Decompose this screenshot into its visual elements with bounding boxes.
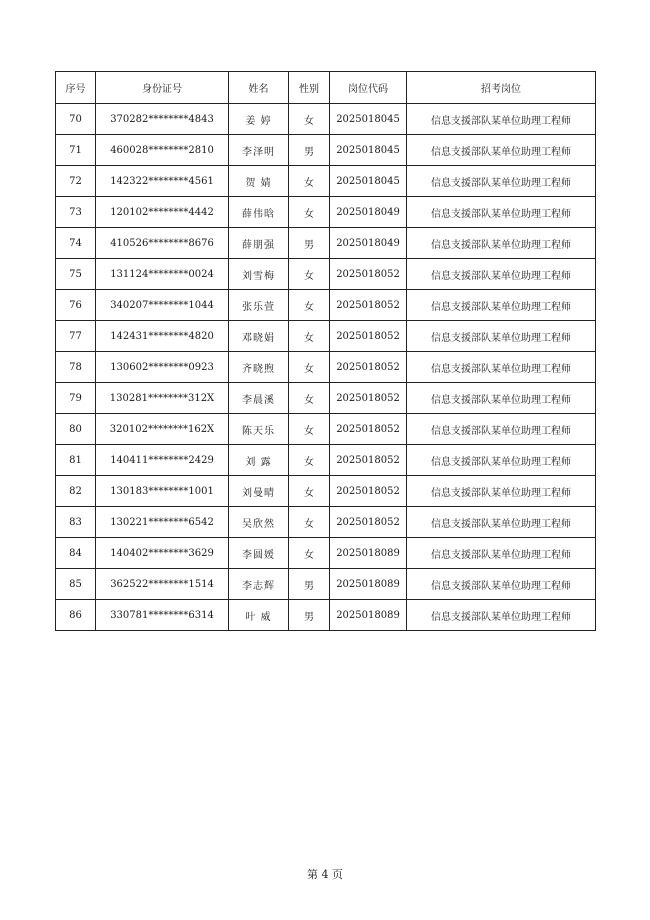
table-row [56, 104, 596, 135]
table-row [56, 352, 596, 383]
cell-post-title: 信息支援部队某单位助理工程师 [407, 228, 596, 259]
cell-gender: 女 [289, 259, 330, 290]
cell-name: 李泽明 [229, 135, 289, 166]
cell-gender: 女 [289, 507, 330, 538]
cell-serial-number: 81 [56, 445, 96, 476]
table-row [56, 228, 596, 259]
cell-name: 李圆媛 [229, 538, 289, 569]
cell-gender: 女 [289, 104, 330, 135]
cell-post-title: 信息支援部队某单位助理工程师 [407, 352, 596, 383]
table-row [56, 135, 596, 166]
cell-id-number: 131124********0024 [96, 259, 229, 290]
cell-gender: 女 [289, 445, 330, 476]
cell-post-code: 2025018045 [330, 135, 407, 166]
cell-post-code: 2025018052 [330, 321, 407, 352]
cell-id-number: 130221********6542 [96, 507, 229, 538]
cell-name: 李志辉 [229, 569, 289, 600]
cell-id-number: 340207********1044 [96, 290, 229, 321]
table-row [56, 383, 596, 414]
cell-post-title: 信息支援部队某单位助理工程师 [407, 166, 596, 197]
cell-serial-number: 79 [56, 383, 96, 414]
cell-post-code: 2025018052 [330, 507, 407, 538]
cell-gender: 女 [289, 197, 330, 228]
cell-serial-number: 75 [56, 259, 96, 290]
cell-gender: 女 [289, 414, 330, 445]
cell-post-title: 信息支援部队某单位助理工程师 [407, 569, 596, 600]
header-id-number: 身份证号 [96, 72, 229, 104]
cell-post-code: 2025018052 [330, 383, 407, 414]
cell-serial-number: 74 [56, 228, 96, 259]
cell-id-number: 410526********8676 [96, 228, 229, 259]
cell-id-number: 320102********162X [96, 414, 229, 445]
cell-name: 邓晓娟 [229, 321, 289, 352]
header-gender: 性别 [289, 72, 330, 104]
table-row [56, 569, 596, 600]
cell-post-title: 信息支援部队某单位助理工程师 [407, 290, 596, 321]
table-row [56, 321, 596, 352]
table-row [56, 476, 596, 507]
cell-post-code: 2025018049 [330, 197, 407, 228]
table-row [56, 445, 596, 476]
cell-id-number: 130602********0923 [96, 352, 229, 383]
cell-post-title: 信息支援部队某单位助理工程师 [407, 600, 596, 631]
table-header-row [56, 72, 596, 104]
header-post-code: 岗位代码 [330, 72, 407, 104]
cell-gender: 女 [289, 321, 330, 352]
cell-id-number: 142322********4561 [96, 166, 229, 197]
cell-post-title: 信息支援部队某单位助理工程师 [407, 414, 596, 445]
cell-id-number: 142431********4820 [96, 321, 229, 352]
cell-name: 刘 露 [229, 445, 289, 476]
cell-id-number: 130281********312X [96, 383, 229, 414]
cell-id-number: 130183********1001 [96, 476, 229, 507]
cell-name: 李晨溪 [229, 383, 289, 414]
cell-name: 齐晓煦 [229, 352, 289, 383]
cell-id-number: 140411********2429 [96, 445, 229, 476]
cell-gender: 男 [289, 228, 330, 259]
cell-post-code: 2025018052 [330, 290, 407, 321]
cell-post-code: 2025018052 [330, 445, 407, 476]
cell-post-code: 2025018049 [330, 228, 407, 259]
cell-name: 陈天乐 [229, 414, 289, 445]
table-row [56, 538, 596, 569]
cell-post-code: 2025018089 [330, 538, 407, 569]
cell-id-number: 120102********4442 [96, 197, 229, 228]
cell-post-title: 信息支援部队某单位助理工程师 [407, 538, 596, 569]
cell-name: 薛伟晗 [229, 197, 289, 228]
cell-id-number: 460028********2810 [96, 135, 229, 166]
cell-gender: 男 [289, 600, 330, 631]
table-row [56, 166, 596, 197]
table-row [56, 290, 596, 321]
cell-name: 吴欣然 [229, 507, 289, 538]
table-row [56, 507, 596, 538]
cell-id-number: 330781********6314 [96, 600, 229, 631]
cell-post-code: 2025018045 [330, 104, 407, 135]
cell-post-title: 信息支援部队某单位助理工程师 [407, 197, 596, 228]
cell-post-title: 信息支援部队某单位助理工程师 [407, 135, 596, 166]
cell-serial-number: 70 [56, 104, 96, 135]
cell-serial-number: 82 [56, 476, 96, 507]
cell-gender: 男 [289, 569, 330, 600]
table-body [56, 104, 596, 631]
cell-gender: 女 [289, 476, 330, 507]
header-serial-number: 序号 [56, 72, 96, 104]
cell-serial-number: 78 [56, 352, 96, 383]
cell-gender: 女 [289, 538, 330, 569]
page-number: 第 4 页 [307, 868, 343, 881]
cell-post-code: 2025018045 [330, 166, 407, 197]
cell-id-number: 140402********3629 [96, 538, 229, 569]
cell-name: 张乐萱 [229, 290, 289, 321]
cell-post-title: 信息支援部队某单位助理工程师 [407, 104, 596, 135]
cell-post-title: 信息支援部队某单位助理工程师 [407, 259, 596, 290]
cell-serial-number: 83 [56, 507, 96, 538]
cell-serial-number: 84 [56, 538, 96, 569]
cell-post-title: 信息支援部队某单位助理工程师 [407, 476, 596, 507]
cell-post-code: 2025018089 [330, 600, 407, 631]
cell-post-title: 信息支援部队某单位助理工程师 [407, 321, 596, 352]
cell-name: 刘雪梅 [229, 259, 289, 290]
cell-serial-number: 71 [56, 135, 96, 166]
cell-post-code: 2025018052 [330, 259, 407, 290]
cell-name: 贺 婧 [229, 166, 289, 197]
candidate-table [55, 71, 596, 631]
cell-serial-number: 85 [56, 569, 96, 600]
cell-gender: 女 [289, 166, 330, 197]
cell-gender: 女 [289, 383, 330, 414]
table-row [56, 414, 596, 445]
table-row [56, 197, 596, 228]
cell-post-title: 信息支援部队某单位助理工程师 [407, 383, 596, 414]
cell-name: 刘曼晴 [229, 476, 289, 507]
cell-serial-number: 80 [56, 414, 96, 445]
cell-id-number: 370282********4843 [96, 104, 229, 135]
cell-post-title: 信息支援部队某单位助理工程师 [407, 507, 596, 538]
cell-gender: 女 [289, 290, 330, 321]
table-row [56, 259, 596, 290]
cell-post-code: 2025018052 [330, 352, 407, 383]
header-name: 姓名 [229, 72, 289, 104]
cell-post-code: 2025018052 [330, 414, 407, 445]
cell-serial-number: 72 [56, 166, 96, 197]
cell-name: 叶 威 [229, 600, 289, 631]
cell-post-code: 2025018089 [330, 569, 407, 600]
cell-post-code: 2025018052 [330, 476, 407, 507]
cell-name: 薛朋强 [229, 228, 289, 259]
cell-gender: 男 [289, 135, 330, 166]
cell-id-number: 362522********1514 [96, 569, 229, 600]
cell-serial-number: 73 [56, 197, 96, 228]
table-row [56, 600, 596, 631]
cell-gender: 女 [289, 352, 330, 383]
header-post-title: 招考岗位 [407, 72, 596, 104]
cell-serial-number: 86 [56, 600, 96, 631]
cell-serial-number: 76 [56, 290, 96, 321]
cell-serial-number: 77 [56, 321, 96, 352]
cell-post-title: 信息支援部队某单位助理工程师 [407, 445, 596, 476]
cell-name: 姜 婷 [229, 104, 289, 135]
